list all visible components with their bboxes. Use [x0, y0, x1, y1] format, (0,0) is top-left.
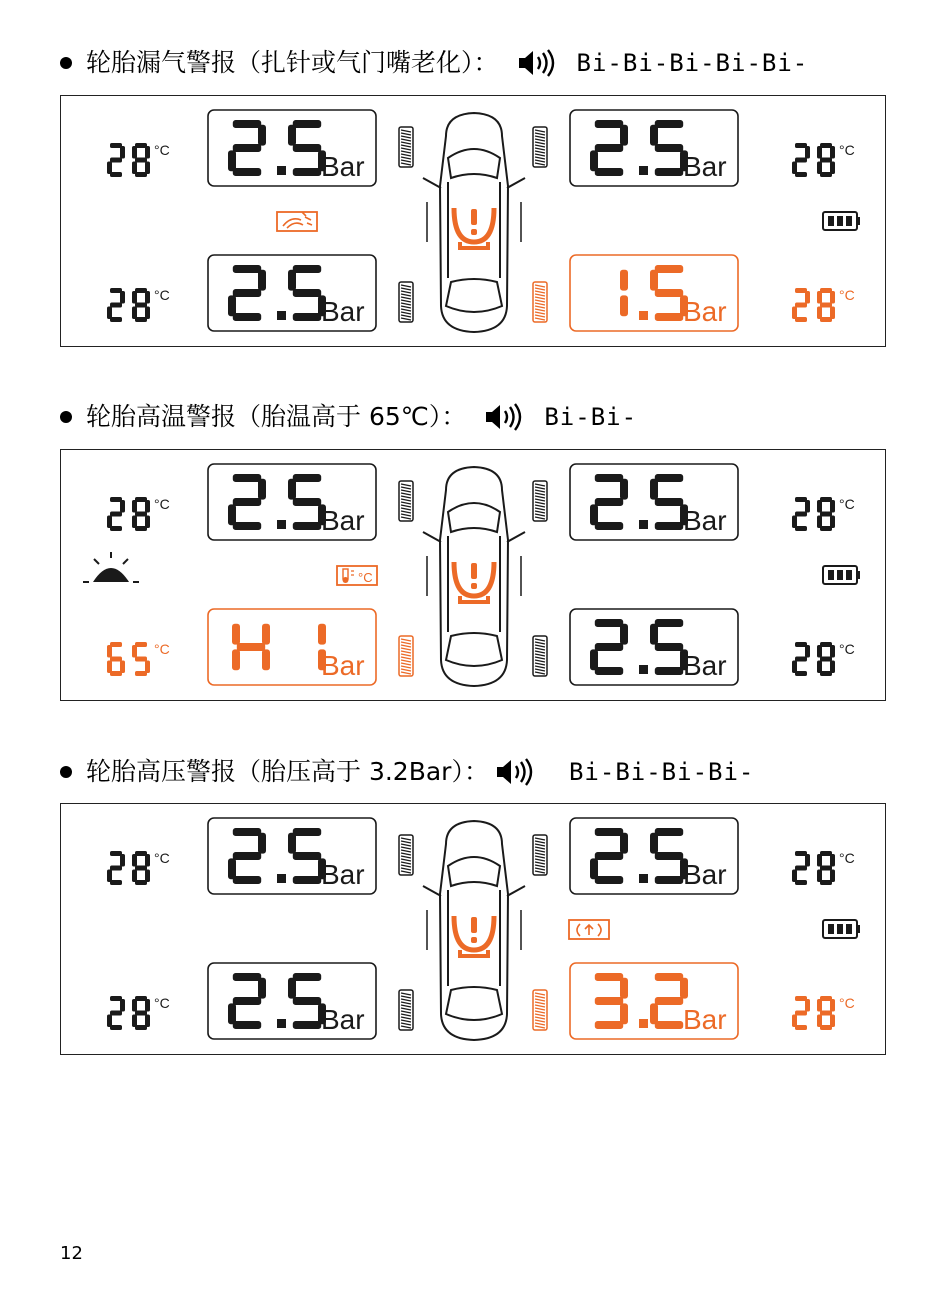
pressure-value: 2.5 — [570, 609, 572, 610]
temp-unit: °C — [839, 496, 855, 512]
rear-left-pressure-display — [208, 962, 376, 1039]
car-top-view-icon — [423, 113, 525, 332]
pressure-value: 2.5 — [208, 464, 210, 465]
temp-unit: °C — [839, 995, 855, 1011]
rear-right-pressure-display — [570, 962, 738, 1039]
temp-digit — [132, 851, 150, 885]
temp-digit — [817, 642, 835, 676]
rear-left-tire-icon — [399, 282, 413, 322]
temp-digit — [817, 851, 835, 885]
decimal-point — [277, 874, 286, 883]
bullet-icon — [60, 411, 72, 423]
temp-digit — [132, 288, 150, 322]
tpms-display-panel — [60, 803, 886, 1055]
temp-unit: °C — [154, 995, 170, 1011]
temp-value: 28 — [107, 143, 109, 144]
pressure-unit: Bar — [683, 296, 727, 327]
pressure-digit — [228, 474, 266, 530]
rear-left-temperature — [107, 995, 170, 1030]
pressure-digit — [620, 270, 628, 316]
pressure-digit — [595, 973, 628, 1029]
temp-unit: °C — [839, 287, 855, 303]
temp-value: 28 — [792, 642, 794, 643]
rear-right-tire-icon — [533, 636, 547, 676]
temp-digit — [107, 143, 125, 177]
temp-value: 28 — [792, 851, 794, 852]
battery-icon — [823, 920, 860, 938]
front-right-temperature — [792, 496, 855, 531]
rear-right-tire-icon — [533, 990, 547, 1030]
temp-value: 28 — [792, 143, 794, 144]
sun-icon — [83, 552, 139, 582]
temp-digit — [817, 497, 835, 531]
beep-pattern: Bi-Bi-Bi-Bi- — [568, 758, 755, 786]
front-right-tire-icon — [533, 481, 547, 521]
temp-unit: °C — [154, 142, 170, 158]
car-top-view-icon — [423, 821, 525, 1040]
bullet-icon — [60, 57, 72, 69]
pressure-unit: Bar — [321, 296, 365, 327]
pressure-value: 3.2 — [570, 963, 572, 964]
front-right-pressure-display — [570, 109, 738, 186]
rear-left-tire-icon — [399, 636, 413, 676]
front-left-pressure-display — [208, 463, 376, 540]
front-right-tire-icon — [533, 127, 547, 167]
rear-right-temperature — [792, 287, 855, 322]
rear-left-temperature — [107, 641, 170, 676]
temp-unit: °C — [154, 496, 170, 512]
rear-right-pressure-display — [570, 608, 738, 685]
pressure-digit — [232, 624, 270, 670]
tpms-warning-icon — [454, 208, 494, 248]
rear-right-tire-icon — [533, 282, 547, 322]
tpms-warning-icon — [454, 916, 494, 956]
temp-digit — [817, 143, 835, 177]
temp-digit — [107, 642, 125, 676]
front-left-tire-icon — [399, 127, 413, 167]
rear-right-temperature — [792, 995, 855, 1030]
pressure-unit: Bar — [683, 859, 727, 890]
speaker-sound-icon — [495, 757, 533, 787]
temp-digit — [132, 143, 150, 177]
pressure-value: 2.5 — [208, 255, 210, 256]
front-left-temperature — [107, 496, 170, 531]
pressure-value: HI — [208, 609, 209, 610]
tpms-display-panel — [60, 95, 886, 347]
front-right-temperature — [792, 142, 855, 177]
temp-unit: °C — [154, 641, 170, 657]
pressure-unit: Bar — [321, 505, 365, 536]
temp-digit — [792, 497, 810, 531]
section-1-heading — [60, 47, 808, 79]
decimal-point — [639, 311, 648, 320]
decimal-point — [277, 520, 286, 529]
decimal-point — [277, 166, 286, 175]
leak-warning-icon — [277, 212, 317, 231]
decimal-point — [639, 166, 648, 175]
front-right-pressure-display — [570, 817, 738, 894]
temp-digit — [792, 143, 810, 177]
high-temperature-warning-icon — [337, 566, 377, 585]
temp-digit — [817, 996, 835, 1030]
beep-pattern: Bi-Bi- — [544, 403, 638, 431]
pressure-digit — [228, 973, 266, 1029]
rear-right-pressure-display — [570, 254, 738, 331]
decimal-point — [639, 1019, 648, 1028]
pressure-value: 2.5 — [570, 464, 572, 465]
decimal-point — [277, 311, 286, 320]
pressure-digit — [228, 120, 266, 176]
high-pressure-warning-icon — [569, 920, 609, 939]
temp-digit — [107, 288, 125, 322]
speaker-sound-icon — [484, 402, 522, 432]
section-2-heading — [60, 401, 637, 433]
pressure-value: 2.5 — [208, 963, 210, 964]
decimal-point — [639, 665, 648, 674]
pressure-digit — [590, 828, 628, 884]
temp-digit — [792, 642, 810, 676]
rear-left-temperature — [107, 287, 170, 322]
temp-value: 28 — [107, 996, 109, 997]
front-left-temperature — [107, 850, 170, 885]
section-title: 轮胎高温警报（胎温高于 65℃）： — [86, 402, 467, 431]
pressure-value: 2.5 — [570, 818, 572, 819]
tpms-lcd — [61, 96, 887, 348]
temp-unit: °C — [839, 641, 855, 657]
temp-digit — [792, 288, 810, 322]
temp-digit — [107, 497, 125, 531]
pressure-unit: Bar — [683, 151, 727, 182]
temp-value: 28 — [792, 288, 794, 289]
front-right-tire-icon — [533, 835, 547, 875]
battery-icon — [823, 566, 860, 584]
temp-value: 28 — [792, 996, 794, 997]
temp-value: 28 — [107, 497, 109, 498]
temp-value: 28 — [107, 851, 109, 852]
temp-unit: °C — [154, 287, 170, 303]
front-left-tire-icon — [399, 835, 413, 875]
pressure-digit — [228, 828, 266, 884]
front-left-temperature — [107, 142, 170, 177]
temp-digit — [132, 497, 150, 531]
rear-right-temperature — [792, 641, 855, 676]
beep-pattern: Bi-Bi-Bi-Bi-Bi- — [576, 49, 809, 77]
temp-digit — [107, 996, 125, 1030]
section-title: 轮胎漏气警报（扎针或气门嘴老化）： — [86, 48, 499, 77]
temp-digit — [817, 288, 835, 322]
temp-digit — [792, 851, 810, 885]
front-right-pressure-display — [570, 463, 738, 540]
temp-digit — [792, 996, 810, 1030]
section-title: 轮胎高压警报（胎压高于 3.2Bar）： — [86, 757, 489, 786]
tpms-lcd — [61, 450, 887, 702]
pressure-value: 2.5 — [570, 110, 572, 111]
tpms-lcd — [61, 804, 887, 1056]
pressure-unit: Bar — [683, 1004, 727, 1035]
decimal-point — [639, 520, 648, 529]
tpms-display-panel — [60, 449, 886, 701]
speaker-sound-icon — [517, 48, 555, 78]
pressure-value: 2.5 — [208, 110, 210, 111]
pressure-unit: Bar — [683, 650, 727, 681]
decimal-point — [639, 874, 648, 883]
front-left-pressure-display — [208, 109, 376, 186]
rear-left-pressure-display — [208, 254, 376, 331]
temp-value: 28 — [792, 497, 794, 498]
temp-digit — [107, 851, 125, 885]
pressure-digit — [228, 265, 266, 321]
front-left-tire-icon — [399, 481, 413, 521]
battery-icon — [823, 212, 860, 230]
temp-unit: °C — [839, 850, 855, 866]
car-top-view-icon — [423, 467, 525, 686]
pressure-digit — [590, 120, 628, 176]
temp-value: 28 — [107, 288, 109, 289]
rear-left-tire-icon — [399, 990, 413, 1030]
pressure-unit: Bar — [321, 1004, 365, 1035]
temp-value: 65 — [107, 642, 109, 643]
pressure-unit: Bar — [321, 151, 365, 182]
page-number: 12 — [60, 1243, 83, 1264]
pressure-digit — [590, 619, 628, 675]
front-left-pressure-display — [208, 817, 376, 894]
front-right-temperature — [792, 850, 855, 885]
pressure-unit: Bar — [683, 505, 727, 536]
pressure-unit: Bar — [321, 650, 365, 681]
rear-left-pressure-display — [208, 608, 376, 685]
svg-text:°C: °C — [358, 570, 373, 585]
temp-digit — [132, 996, 150, 1030]
pressure-unit: Bar — [321, 859, 365, 890]
bullet-icon — [60, 766, 72, 778]
temp-unit: °C — [154, 850, 170, 866]
temp-unit: °C — [839, 142, 855, 158]
temp-digit — [132, 642, 150, 676]
pressure-value: 2.5 — [208, 818, 210, 819]
tpms-warning-icon — [454, 562, 494, 602]
section-3-heading — [60, 756, 754, 788]
pressure-value: 1.5 — [570, 255, 572, 256]
pressure-digit — [590, 474, 628, 530]
decimal-point — [277, 1019, 286, 1028]
